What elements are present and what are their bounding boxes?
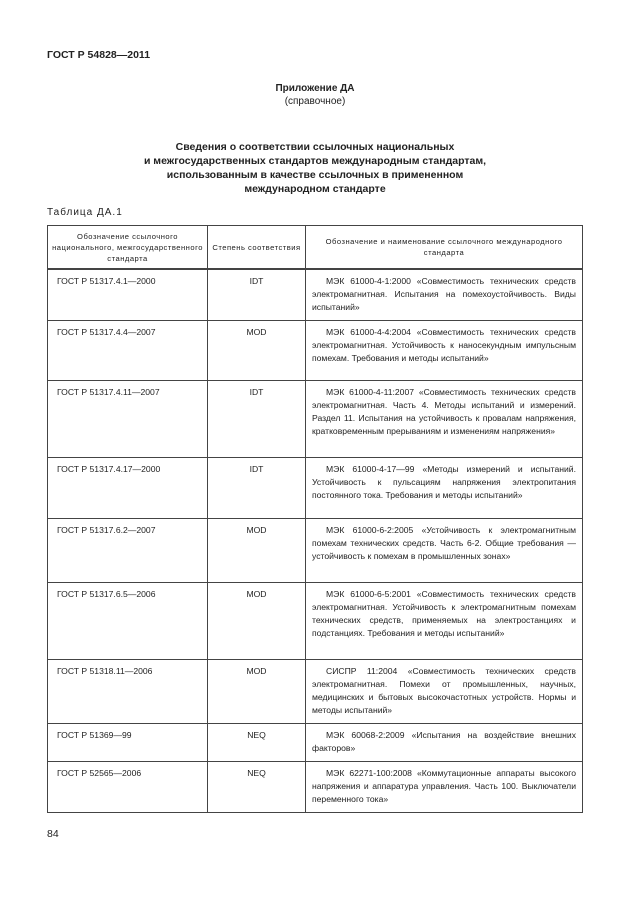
header-national-standard: Обозначение ссылочного национального, межгосударственного стандарта — [48, 226, 208, 270]
degree-cell: NEQ — [208, 724, 306, 762]
caption-line: использованным в качестве ссылочных в примененном — [166, 169, 464, 181]
description-cell: МЭК 62271-100:2008 «Коммутационные аппараты высокого напряжения и аппаратура управления. Часть 100. Выключатели переменного тока» — [306, 762, 583, 813]
description-cell: МЭК 61000-4-1:2000 «Совместимость технических средств электромагнитная. Испытания на помехоустойчивость. Виды испытаний» — [306, 269, 583, 321]
table-row — [48, 321, 583, 381]
header-degree: Степень соответствия — [208, 226, 306, 270]
standard-cell: ГОСТ Р 51317.4.1—2000 — [48, 269, 208, 321]
table-label: Таблица ДА.1 — [47, 207, 123, 218]
description-cell: МЭК 61000-6-5:2001 «Совместимость технических средств электромагнитная. Устойчивость к электромагнитным помехам технических средств, применяемых на электростанциях и подстанциях. Требования и методы испытаний» — [306, 583, 583, 660]
standard-cell: ГОСТ Р 52565—2006 — [48, 762, 208, 813]
caption-line: и межгосударственных стандартов международным стандартам, — [143, 155, 487, 167]
table-row — [48, 660, 583, 724]
degree-cell: MOD — [208, 321, 306, 381]
table-row — [48, 762, 583, 813]
document-code: ГОСТ Р 54828—2011 — [47, 49, 151, 61]
degree-cell: MOD — [208, 583, 306, 660]
table-row — [48, 724, 583, 762]
table-caption — [80, 140, 550, 196]
header-international-standard: Обозначение и наименование ссылочного международного стандарта — [306, 226, 583, 270]
standard-cell: ГОСТ Р 51317.6.2—2007 — [48, 519, 208, 583]
table-row — [48, 519, 583, 583]
degree-cell: IDT — [208, 381, 306, 458]
standard-cell: ГОСТ Р 51317.4.17—2000 — [48, 458, 208, 519]
standards-table — [47, 225, 583, 813]
standard-cell: ГОСТ Р 51369—99 — [48, 724, 208, 762]
degree-cell: MOD — [208, 660, 306, 724]
table-row — [48, 269, 583, 321]
description-cell: МЭК 61000-6-2:2005 «Устойчивость к электромагнитным помехам технических средств. Часть 6-2. Общие требования — устойчивость к помехам в промышленных зонах» — [306, 519, 583, 583]
degree-cell: MOD — [208, 519, 306, 583]
appendix-subtitle: (справочное) — [284, 96, 346, 107]
table-header-row — [48, 226, 583, 270]
description-cell: СИСПР 11:2004 «Совместимость технических средств электромагнитная. Помехи от промышленных, научных, медицинских и бытовых высокочастотных устройств. Нормы и методы испытаний» — [306, 660, 583, 724]
description-cell: МЭК 61000-4-17—99 «Методы измерений и испытаний. Устойчивость к пульсациям напряжения электропитания постоянного тока. Требования и методы испытаний» — [306, 458, 583, 519]
description-cell: МЭК 61000-4-4:2004 «Совместимость технических средств электромагнитная. Устойчивость к наносекундным импульсным помехам. Требования и методы испытаний» — [306, 321, 583, 381]
table-row — [48, 458, 583, 519]
caption-line: международном стандарте — [244, 183, 386, 195]
caption-line: Сведения о соответствии ссылочных национальных — [175, 141, 455, 153]
table-row — [48, 583, 583, 660]
degree-cell: IDT — [208, 269, 306, 321]
degree-cell: NEQ — [208, 762, 306, 813]
standard-cell: ГОСТ Р 51317.6.5—2006 — [48, 583, 208, 660]
description-cell: МЭК 61000-4-11:2007 «Совместимость технических средств электромагнитная. Часть 4. Методы испытаний и измерений. Раздел 11. Испытания на устойчивость к провалам напряжения, кратковременным прерываниям и изменениям напряжения» — [306, 381, 583, 458]
degree-cell: IDT — [208, 458, 306, 519]
appendix-title: Приложение ДА — [275, 83, 355, 94]
standard-cell: ГОСТ Р 51317.4.11—2007 — [48, 381, 208, 458]
page-number: 84 — [47, 828, 59, 840]
table-row — [48, 381, 583, 458]
standard-cell: ГОСТ Р 51317.4.4—2007 — [48, 321, 208, 381]
description-cell: МЭК 60068-2:2009 «Испытания на воздействие внешних факторов» — [306, 724, 583, 762]
appendix-heading — [0, 82, 630, 108]
standard-cell: ГОСТ Р 51318.11—2006 — [48, 660, 208, 724]
